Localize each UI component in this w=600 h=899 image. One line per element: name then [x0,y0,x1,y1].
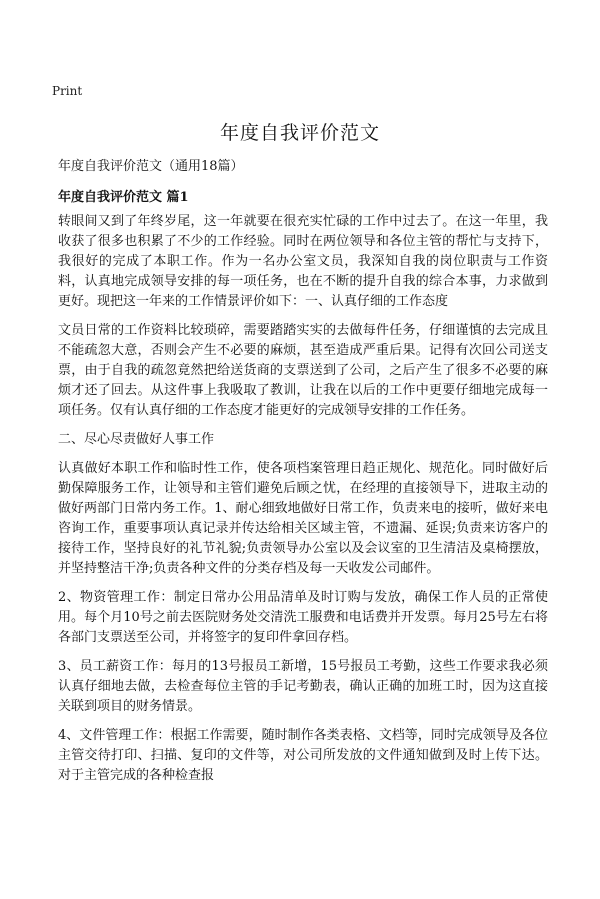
document-title: 年度自我评价范文 [219,122,380,144]
section-heading: 年度自我评价范文 篇1 [58,190,189,205]
paragraph-5: 2、物资管理工作：制定日常办公用品清单及时订购与发放，确保工作人员的正常使用。每个月10号之前去医院财务处交清洗工服费和电话费并开发票。每月25号左右将各部门支票送至公司，并将签字的复印件拿回存档。 [58,590,548,645]
document-subtitle: 年度自我评价范文（通用18篇） [58,159,244,174]
print-link[interactable]: Print [52,84,83,98]
paragraph-2: 文员日常的工作资料比较琐碎，需要踏踏实实的去做每件任务，仔细谨慎的去完成且不能疏忽大意，否则会产生不必要的麻烦，甚至造成严重后果。记得有次回公司送支票，由于自我的疏忽竟然把给送货商的支票送到了公司，之后产生了很多不必要的麻烦才还了回去。从这件事上我吸取了教训，让我在以后的工作中更要仔细地完成每一项任务。仅有认真仔细的工作态度才能更好的完成领导安排的工作任务。 [58,323,548,418]
paragraph-4: 认真做好本职工作和临时性工作，使各项档案管理日趋正规化、规范化。同时做好后勤保障服务工作，让领导和主管们避免后顾之忧，在经理的直接领导下，进取主动的做好两部门日常内务工作。1、耐心细致地做好日常工作，负责来电的接听，做好来电咨询工作，重要事项认真记录并传达给相关区域主管，不遗漏、延误;负责来访客户的接待工作，坚持良好的礼节礼貌;负责领导办公室以及会议室的卫生清洁及桌椅摆放，并坚持整洁干净;负责各种文件的分类存档及每一天收发公司邮件。 [58,461,548,576]
document-body [58,212,548,795]
paragraph-7: 4、文件管理工作：根据工作需要，随时制作各类表格、文档等，同时完成领导及各位主管交待打印、扫描、复印的文件等，对公司所发放的文件通知做到及时上传下达。对于主管完成的各种检查报 [58,728,548,783]
paragraph-1: 转眼间又到了年终岁尾，这一年就要在很充实忙碌的工作中过去了。在这一年里，我收获了很多也积累了不少的工作经验。同时在两位领导和各位主管的帮忙与支持下，我很好的完成了本职工作。作为一名办公室文员，我深知自我的岗位职责与工作资料，认真地完成领导安排的每一项任务，也在不断的提升自我的综合本事，力求做到更好。现把这一年来的工作情景评价如下：一、认真仔细的工作态度 [58,214,548,309]
paragraph-6: 3、员工薪资工作：每月的13号报员工新增，15号报员工考勤，这些工作要求我必须认真仔细地去做，去检查每位主管的手记考勤表，确认正确的加班工时，因为这直接关联到项目的财务情景。 [58,659,548,714]
paragraph-3: 二、尽心尽责做好人事工作 [58,432,215,447]
